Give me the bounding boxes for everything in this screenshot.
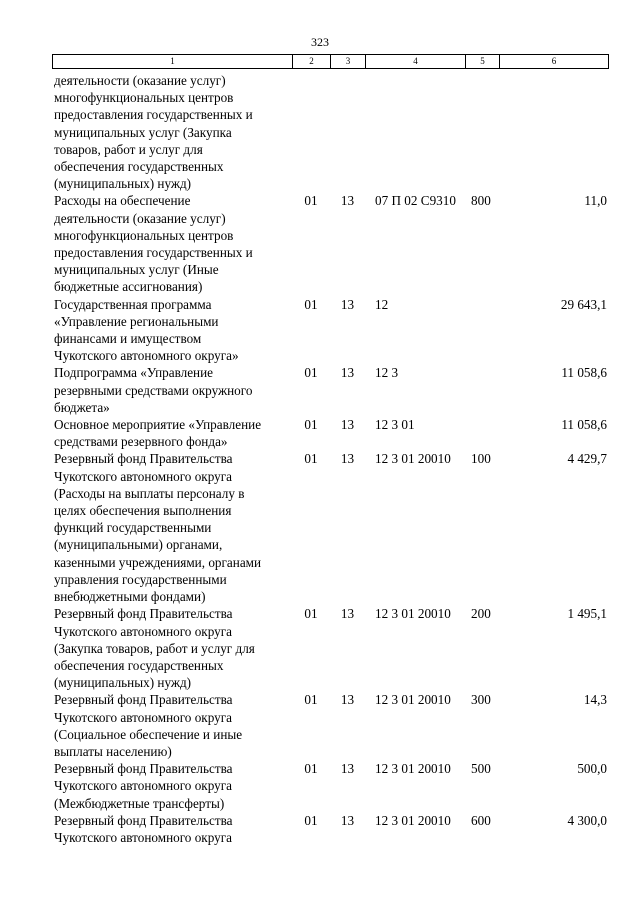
- section-code-cell: 01: [304, 193, 318, 209]
- subsection-code-cell: 13: [340, 296, 355, 312]
- subsection-code-cell: 13: [340, 692, 355, 708]
- table-row: [52, 605, 609, 691]
- table-row: [52, 691, 609, 760]
- target-article-cell: 12 3 01 20010: [375, 812, 451, 828]
- subsection-code-cell: 13: [340, 417, 355, 433]
- row-name-line: резервными средствами окружного: [54, 382, 253, 398]
- subsection-code-cell: 13: [340, 365, 355, 381]
- row-name-line: Резервный фонд Правительства: [54, 451, 233, 467]
- amount-cell: 11,0: [584, 193, 607, 209]
- amount-cell: 29 643,1: [560, 296, 607, 312]
- target-article-cell: 12: [375, 296, 389, 312]
- row-name-cell: [52, 691, 292, 760]
- row-name-line: многофункциональных центров: [54, 227, 234, 243]
- row-name-line: средствами резервного фонда»: [54, 434, 228, 450]
- row-name-line: Чукотского автономного округа: [54, 709, 232, 725]
- section-code-cell: 01: [304, 692, 318, 708]
- row-name-line: муниципальных услуг (Иные: [54, 262, 219, 278]
- section-code-cell: 01: [304, 365, 318, 381]
- header-col-5: 5: [466, 55, 500, 68]
- row-name-cell: [52, 192, 292, 295]
- table-row: [52, 812, 609, 846]
- row-name-line: деятельности (оказание услуг): [54, 73, 226, 88]
- row-name-cell: [52, 72, 292, 192]
- expense-type-cell: 800: [471, 193, 491, 209]
- row-name-line: предоставления государственных и: [54, 245, 253, 261]
- row-name-line: бюджетные ассигнования): [54, 279, 203, 295]
- header-col-6: 6: [551, 56, 557, 66]
- row-name-cell: [52, 450, 292, 605]
- row-name-line: Чукотского автономного округа: [54, 468, 232, 484]
- section-code-cell: 01: [304, 417, 318, 433]
- row-name-line: (муниципальных) нужд): [54, 675, 192, 691]
- table-header: [52, 54, 609, 69]
- row-name-line: бюджета»: [54, 399, 110, 415]
- row-name-line: (Закупка товаров, работ и услуг для: [54, 640, 255, 656]
- expense-type-cell: [465, 72, 499, 192]
- target-article-cell: [365, 72, 465, 192]
- row-name-cell: [52, 812, 292, 846]
- row-name-line: Подпрограмма «Управление: [54, 365, 214, 381]
- row-name-line: обеспечения государственных: [54, 657, 224, 673]
- subsection-code-cell: 13: [340, 451, 355, 467]
- subsection-code-cell: 13: [340, 193, 355, 209]
- row-name-line: Резервный фонд Правительства: [54, 812, 233, 828]
- table-body: [52, 72, 609, 846]
- row-name-line: Чукотского автономного округа: [54, 623, 232, 639]
- section-code-cell: 01: [304, 761, 318, 777]
- amount-cell: 11 058,6: [561, 365, 607, 381]
- target-article-cell: 12 3 01 20010: [375, 692, 451, 708]
- row-name-line: (Социальное обеспечение и иные: [54, 726, 243, 742]
- row-name-line: муниципальных услуг (Закупка: [54, 124, 232, 140]
- section-code-cell: 01: [304, 606, 318, 622]
- expense-type-cell: 300: [471, 692, 491, 708]
- row-name-line: Чукотского автономного округа»: [54, 348, 239, 364]
- row-name-line: функций государственными: [54, 520, 212, 536]
- target-article-cell: 12 3: [375, 365, 399, 381]
- row-name-line: Чукотского автономного округа: [54, 829, 232, 845]
- amount-cell: 4 429,7: [567, 451, 607, 467]
- row-name-line: Чукотского автономного округа: [54, 778, 232, 794]
- row-name-line: обеспечения государственных: [54, 159, 224, 175]
- row-name-line: (Межбюджетные трансферты): [54, 795, 225, 811]
- amount-cell: 4 300,0: [567, 812, 607, 828]
- table-row: [52, 364, 609, 416]
- row-name-line: предоставления государственных и: [54, 107, 253, 123]
- row-name-cell: [52, 760, 292, 812]
- subsection-code-cell: 13: [340, 761, 355, 777]
- target-article-cell: 07 П 02 С9310: [375, 193, 456, 209]
- row-name-line: Резервный фонд Правительства: [54, 606, 233, 622]
- table-row: [52, 416, 609, 450]
- subsection-code-cell: [330, 72, 365, 192]
- section-code-cell: 01: [304, 812, 318, 828]
- row-name-line: товаров, работ и услуг для: [54, 141, 203, 157]
- table-row: [52, 72, 609, 192]
- header-col-3: 3: [331, 55, 366, 68]
- row-name-line: (Расходы на выплаты персоналу в: [54, 485, 245, 501]
- target-article-cell: 12 3 01 20010: [375, 761, 451, 777]
- table-row: [52, 192, 609, 295]
- section-code-cell: 01: [304, 451, 318, 467]
- row-name-line: (муниципальных) нужд): [54, 176, 192, 192]
- row-name-cell: [52, 605, 292, 691]
- amount-cell: 1 495,1: [567, 606, 607, 622]
- section-code-cell: 01: [304, 296, 318, 312]
- expense-type-cell: [465, 416, 499, 450]
- row-name-line: внебюджетными фондами): [54, 589, 206, 605]
- row-name-line: деятельности (оказание услуг): [54, 210, 226, 226]
- target-article-cell: 12 3 01: [375, 417, 415, 433]
- expense-type-cell: 600: [471, 812, 491, 828]
- header-col-1: 1: [53, 55, 293, 68]
- row-name-line: многофункциональных центров: [54, 90, 234, 106]
- row-name-line: финансами и имуществом: [54, 331, 202, 347]
- row-name-line: «Управление региональными: [54, 313, 219, 329]
- amount-cell: 500,0: [577, 761, 607, 777]
- expense-type-cell: 500: [471, 761, 491, 777]
- target-article-cell: 12 3 01 20010: [375, 451, 451, 467]
- row-name-line: управления государственными: [54, 571, 227, 587]
- row-name-cell: [52, 364, 292, 416]
- table-row: [52, 296, 609, 365]
- subsection-code-cell: 13: [340, 812, 355, 828]
- amount-cell: 11 058,6: [561, 417, 607, 433]
- page-number: 323: [311, 35, 329, 49]
- row-name-line: целях обеспечения выполнения: [54, 503, 232, 519]
- table-row: [52, 760, 609, 812]
- expense-type-cell: [465, 296, 499, 365]
- row-name-line: Основное мероприятие «Управление: [54, 417, 262, 433]
- expense-type-cell: 100: [471, 451, 491, 467]
- amount-cell: 14,3: [583, 692, 607, 708]
- row-name-line: выплаты населению): [54, 743, 172, 759]
- amount-cell: [499, 72, 609, 192]
- row-name-line: Резервный фонд Правительства: [54, 761, 233, 777]
- subsection-code-cell: 13: [340, 606, 355, 622]
- row-name-line: Расходы на обеспечение: [54, 193, 191, 209]
- header-col-2: 2: [293, 55, 331, 68]
- row-name-line: Государственная программа: [54, 296, 212, 312]
- expense-type-cell: [465, 364, 499, 416]
- expense-type-cell: 200: [471, 606, 491, 622]
- row-name-cell: [52, 416, 292, 450]
- header-col-4: 4: [366, 55, 466, 68]
- table-row: [52, 450, 609, 605]
- row-name-cell: [52, 296, 292, 365]
- row-name-line: казенными учреждениями, органами: [54, 554, 262, 570]
- row-name-line: (муниципальными) органами,: [54, 537, 223, 553]
- target-article-cell: 12 3 01 20010: [375, 606, 451, 622]
- row-name-line: Резервный фонд Правительства: [54, 692, 233, 708]
- section-code-cell: [292, 72, 330, 192]
